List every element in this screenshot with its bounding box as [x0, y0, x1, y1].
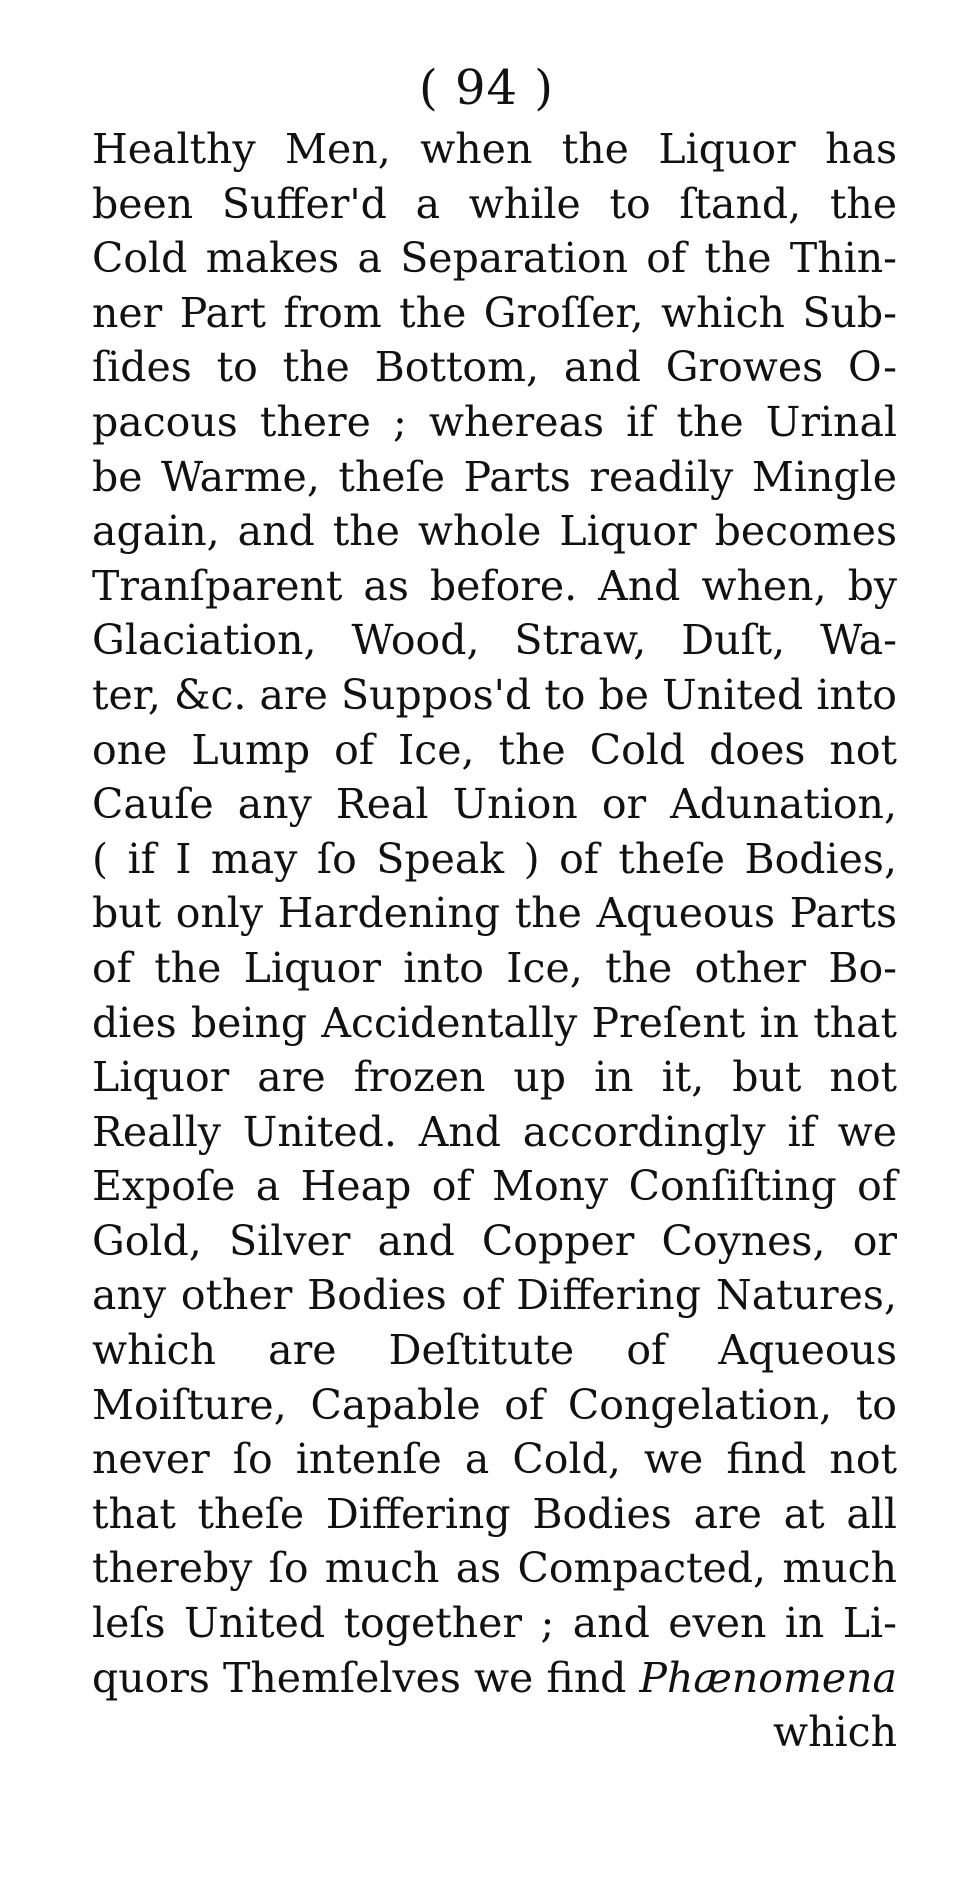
text-line: that theſe Differing Bodies are at all [92, 1489, 897, 1538]
text-line: ( if I may ſo Speak ) of theſe Bodies, [92, 834, 897, 883]
text-line: dies being Accidentally Preſent in that [92, 998, 897, 1047]
text-line: Gold, Silver and Copper Coynes, or [92, 1216, 897, 1265]
text-line: ter, &c. are Suppos'd to be United into [92, 670, 897, 719]
text-line: but only Hardening the Aqueous Parts [92, 889, 897, 938]
text-line: again, and the whole Liquor becomes [92, 507, 897, 556]
italic-term: Phænomena [639, 1653, 897, 1702]
text-line: of the Liquor into Ice, the other Bo- [92, 943, 897, 992]
catchword: which [773, 1708, 897, 1757]
page-number: ( 94 ) [418, 60, 555, 116]
text-line: be Warme, theſe Parts readily Mingle [92, 452, 897, 501]
body-text [92, 122, 897, 1760]
text-line: never ſo intenſe a Cold, we find not [92, 1435, 897, 1484]
text-line: been Suffer'd a while to ſtand, the [92, 179, 897, 228]
text-line: any other Bodies of Differing Natures, [92, 1271, 897, 1320]
text-line: Liquor are frozen up in it, but not [92, 1053, 897, 1102]
text-line: ner Part from the Groſſer, which Sub- [92, 288, 897, 337]
text-line: Really United. And accordingly if we [92, 1107, 897, 1156]
text-line: Moiſture, Capable of Congelation, to [92, 1380, 897, 1429]
text-line: Healthy Men, when the Liquor has [92, 125, 897, 173]
text-line: leſs United together ; and even in Li- [92, 1599, 897, 1648]
text-line: Expoſe a Heap of Mony Conſiſting of [92, 1162, 897, 1211]
text-line: ſides to the Bottom, and Growes O- [92, 343, 897, 392]
text-line: thereby ſo much as Compacted, much [92, 1544, 897, 1593]
text-line: Cold makes a Separation of the Thin- [92, 234, 897, 283]
text-line: Cauſe any Real Union or Adunation, [92, 780, 897, 829]
text-line: one Lump of Ice, the Cold does not [92, 725, 897, 774]
text-line-roman-part: quors Themſelves we find [92, 1653, 640, 1702]
text-line: Glaciation, Wood, Straw, Duſt, Wa- [92, 616, 897, 665]
text-line: pacous there ; whereas if the Urinal [92, 397, 897, 446]
text-line: which are Deſtitute of Aqueous [92, 1326, 897, 1375]
text-line: Tranſparent as before. And when, by [92, 561, 897, 610]
text-line-with-italic [92, 1651, 897, 1706]
